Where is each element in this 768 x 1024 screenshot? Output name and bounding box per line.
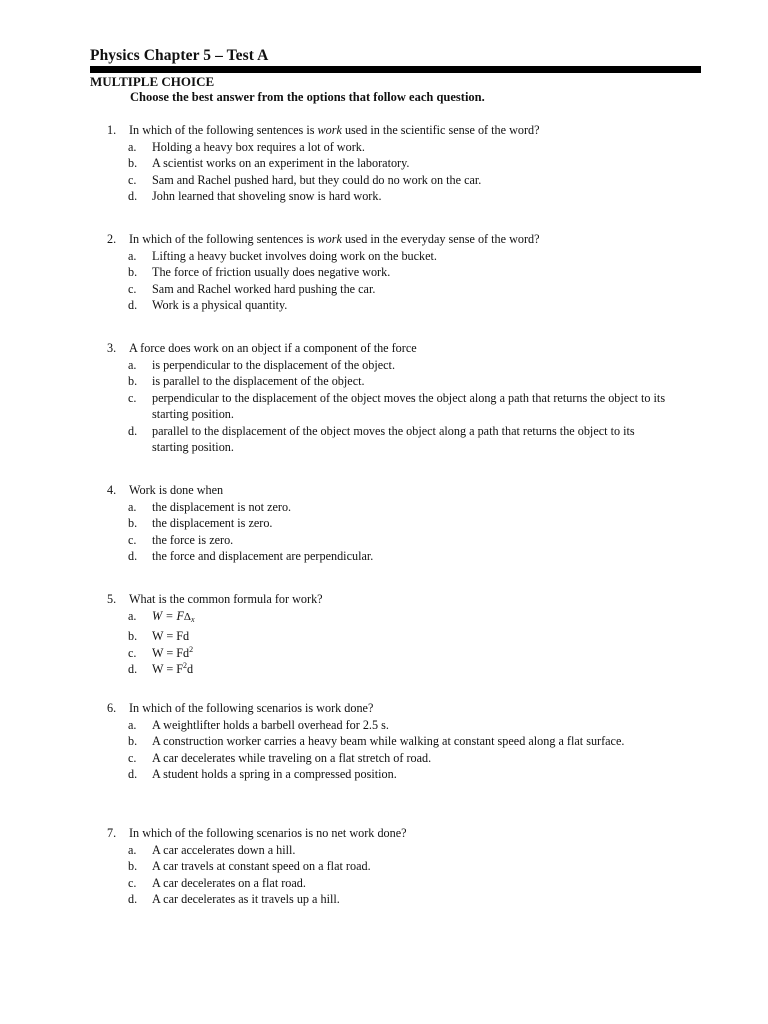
option-letter: b. bbox=[128, 734, 138, 748]
option-c bbox=[107, 875, 667, 892]
option-letter: d. bbox=[128, 549, 138, 563]
option-letter: a. bbox=[128, 717, 137, 732]
option-letter: c. bbox=[128, 875, 137, 890]
option-a bbox=[107, 717, 667, 734]
option-text: parallel to the displacement of the object moves the object along a path that returns the object to its starting position. bbox=[152, 423, 635, 454]
stem-text: In which of the following sentences is bbox=[129, 123, 318, 137]
question-number: 2. bbox=[107, 232, 117, 246]
option-c bbox=[107, 645, 667, 662]
question-stem bbox=[107, 482, 667, 499]
option-letter: d. bbox=[128, 189, 138, 203]
option-letter: c. bbox=[128, 281, 137, 296]
option-d bbox=[107, 766, 667, 783]
question-2 bbox=[107, 231, 667, 314]
option-letter: a. bbox=[128, 842, 137, 857]
option-c bbox=[107, 172, 667, 189]
option-letter: b. bbox=[128, 859, 138, 873]
section-heading: MULTIPLE CHOICE bbox=[90, 74, 215, 89]
stem-text: used in the everyday sense of the word? bbox=[341, 232, 540, 246]
option-letter: c. bbox=[128, 172, 137, 187]
option-text: A car decelerates on a flat road. bbox=[152, 875, 306, 890]
formula-text: W = F bbox=[152, 608, 184, 623]
question-3 bbox=[107, 340, 667, 456]
stem-text: used in the scientific sense of the word? bbox=[341, 123, 540, 137]
option-d bbox=[107, 548, 667, 565]
option-text: A scientist works on an experiment in the laboratory. bbox=[152, 156, 410, 170]
instructions: Choose the best answer from the options that follow each question. bbox=[130, 90, 485, 104]
stem-text: In which of the following scenarios is work done? bbox=[129, 701, 374, 715]
option-letter: c. bbox=[128, 532, 137, 547]
question-6 bbox=[107, 700, 667, 783]
option-text: Lifting a heavy bucket involves doing work on the bucket. bbox=[152, 248, 437, 263]
option-text: is parallel to the displacement of the object. bbox=[152, 374, 365, 388]
option-d bbox=[107, 188, 667, 205]
option-c bbox=[107, 390, 667, 423]
option-text: W = F bbox=[152, 662, 184, 676]
option-text: Sam and Rachel worked hard pushing the car. bbox=[152, 281, 376, 296]
stem-emphasis: work bbox=[317, 232, 342, 246]
title-divider bbox=[90, 66, 701, 73]
option-letter: c. bbox=[128, 390, 137, 405]
superscript: 2 bbox=[189, 644, 194, 654]
option-letter: b. bbox=[128, 629, 138, 643]
option-a bbox=[107, 842, 667, 859]
option-letter: a. bbox=[128, 499, 137, 514]
option-text: A weightlifter holds a barbell overhead for 2.5 s. bbox=[152, 717, 389, 732]
question-stem bbox=[107, 231, 667, 248]
question-5 bbox=[107, 591, 667, 678]
option-text: Sam and Rachel pushed hard, but they could do no work on the car. bbox=[152, 172, 482, 187]
option-text: John learned that shoveling snow is hard work. bbox=[152, 189, 382, 203]
option-text: A car accelerates down a hill. bbox=[152, 842, 296, 857]
option-letter: b. bbox=[128, 156, 138, 170]
question-number: 7. bbox=[107, 826, 117, 840]
stem-text: What is the common formula for work? bbox=[129, 592, 323, 606]
option-text: the displacement is not zero. bbox=[152, 499, 292, 514]
option-c bbox=[107, 750, 667, 767]
option-a bbox=[107, 248, 667, 265]
option-letter: d. bbox=[128, 298, 138, 312]
option-text: the force is zero. bbox=[152, 532, 234, 547]
question-number: 5. bbox=[107, 592, 117, 606]
option-letter: b. bbox=[128, 516, 138, 530]
option-text: Work is a physical quantity. bbox=[152, 298, 288, 312]
option-letter: d. bbox=[128, 767, 138, 781]
option-letter: d. bbox=[128, 892, 138, 906]
option-text: A construction worker carries a heavy beam while walking at constant speed along a flat surface. bbox=[152, 734, 625, 748]
question-number: 3. bbox=[107, 341, 117, 355]
question-number: 6. bbox=[107, 701, 117, 715]
option-text: W = Fd bbox=[152, 629, 190, 643]
question-1 bbox=[107, 122, 667, 205]
question-stem bbox=[107, 340, 667, 357]
option-b bbox=[107, 373, 667, 390]
option-text: The force of friction usually does negative work. bbox=[152, 265, 391, 279]
option-text: W = Fd bbox=[152, 645, 190, 660]
option-letter: b. bbox=[128, 374, 138, 388]
option-d bbox=[107, 661, 667, 678]
option-d bbox=[107, 423, 667, 456]
delta-symbol: Δ bbox=[183, 610, 191, 623]
option-text: d bbox=[187, 662, 194, 676]
option-text: the displacement is zero. bbox=[152, 516, 273, 530]
option-a bbox=[107, 608, 667, 629]
option-b bbox=[107, 858, 667, 875]
option-d bbox=[107, 891, 667, 908]
option-letter: c. bbox=[128, 645, 137, 660]
option-text: is perpendicular to the displacement of the object. bbox=[152, 357, 395, 372]
question-number: 4. bbox=[107, 483, 117, 497]
question-stem bbox=[107, 825, 667, 842]
option-letter: d. bbox=[128, 423, 138, 438]
option-letter: a. bbox=[128, 248, 137, 263]
option-text: A car decelerates as it travels up a hill. bbox=[152, 892, 340, 906]
option-text: A student holds a spring in a compressed position. bbox=[152, 767, 397, 781]
option-text: perpendicular to the displacement of the object moves the object along a path that returns the object to its starting position. bbox=[152, 390, 666, 421]
question-stem bbox=[107, 122, 667, 139]
option-letter: a. bbox=[128, 608, 137, 623]
option-text: the force and displacement are perpendicular. bbox=[152, 549, 374, 563]
question-stem bbox=[107, 700, 667, 717]
option-b bbox=[107, 515, 667, 532]
option-b bbox=[107, 628, 667, 645]
option-b bbox=[107, 155, 667, 172]
option-letter: c. bbox=[128, 750, 137, 765]
option-text: A car decelerates while traveling on a flat stretch of road. bbox=[152, 750, 432, 765]
option-text: A car travels at constant speed on a flat road. bbox=[152, 859, 371, 873]
option-text: Holding a heavy box requires a lot of work. bbox=[152, 139, 365, 154]
option-a bbox=[107, 139, 667, 156]
superscript: 2 bbox=[183, 660, 188, 670]
option-c bbox=[107, 532, 667, 549]
option-b bbox=[107, 733, 667, 750]
question-7 bbox=[107, 825, 667, 908]
stem-text: In which of the following scenarios is no net work done? bbox=[129, 826, 407, 840]
stem-text: In which of the following sentences is bbox=[129, 232, 318, 246]
option-letter: d. bbox=[128, 662, 138, 676]
page-title: Physics Chapter 5 – Test A bbox=[90, 47, 269, 64]
option-letter: b. bbox=[128, 265, 138, 279]
stem-text: A force does work on an object if a component of the force bbox=[129, 341, 417, 355]
option-letter: a. bbox=[128, 139, 137, 154]
stem-text: Work is done when bbox=[129, 483, 224, 497]
option-c bbox=[107, 281, 667, 298]
option-b bbox=[107, 264, 667, 281]
option-letter: a. bbox=[128, 357, 137, 372]
formula-subscript: x bbox=[191, 614, 195, 624]
question-4 bbox=[107, 482, 667, 565]
option-a bbox=[107, 499, 667, 516]
stem-emphasis: work bbox=[317, 123, 342, 137]
question-stem bbox=[107, 591, 667, 608]
option-d bbox=[107, 297, 667, 314]
question-number: 1. bbox=[107, 123, 117, 137]
option-a bbox=[107, 357, 667, 374]
